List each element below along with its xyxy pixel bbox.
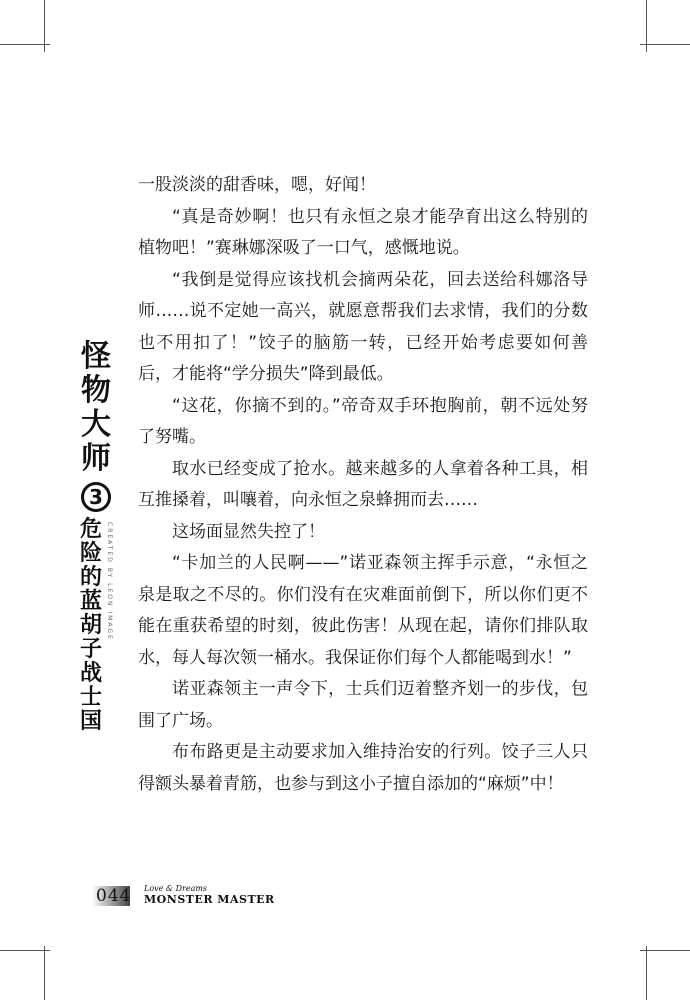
brand-tagline: Love & Dreams bbox=[144, 884, 208, 893]
volume-number: 3 bbox=[89, 485, 103, 509]
brand-logo bbox=[144, 884, 275, 906]
crop-mark-bottom-right-h bbox=[640, 950, 690, 951]
crop-mark-top-right-v bbox=[646, 0, 647, 52]
series-title: 怪物大师 bbox=[81, 339, 111, 476]
page-footer bbox=[92, 886, 492, 906]
crop-mark-bottom-left-h bbox=[0, 950, 50, 951]
paragraph: “我倒是觉得应该找机会摘两朵花，回去送给科娜洛导师……说不定她一高兴，就愿意帮我们去求情，我们的分数也不用扣了！”饺子的脑筋一转，已经开始考虑要如何善后，才能将“学分损失”降到最低。 bbox=[138, 269, 588, 384]
paragraph: 布布路更是主动要求加入维持治安的行列。饺子三人只得额头暴着青筋，也参与到这小子擅自添加的“麻烦”中！ bbox=[138, 742, 588, 794]
crop-mark-bottom-left-v bbox=[44, 946, 45, 1000]
created-by-credit: CREATED BY LEON IMAGE bbox=[106, 522, 113, 641]
volume-badge bbox=[81, 482, 111, 512]
crop-mark-bottom-right-v bbox=[646, 946, 647, 1000]
book-title: 危险的蓝胡子战士国 bbox=[79, 517, 102, 734]
paragraph: 一股淡淡的甜香味，嗯，好闻！ bbox=[138, 175, 376, 195]
page-number: 044 bbox=[96, 886, 132, 906]
paragraph: 这场面显然失控了！ bbox=[172, 521, 325, 542]
paragraph: “真是奇妙啊！也只有永恒之泉才能孕育出这么特别的植物吧！”赛琳娜深吸了一口气，感慨地说。 bbox=[138, 206, 588, 258]
body-text bbox=[138, 170, 588, 800]
paragraph: 取水已经变成了抢水。越来越多的人拿着各种工具，相互推搡着，叫嚷着，向永恒之泉蜂拥而去…… bbox=[138, 458, 588, 510]
subtitle-row bbox=[79, 518, 113, 734]
paragraph: “这花，你摘不到的。”帝奇双手环抱胸前，朝不远处努了努嘴。 bbox=[138, 395, 588, 447]
side-title bbox=[68, 340, 124, 734]
brand-name: MONSTER MASTER bbox=[144, 893, 275, 906]
crop-mark-top-left-v bbox=[44, 0, 45, 52]
paragraph: 诺亚森领主一声令下，士兵们迈着整齐划一的步伐，包围了广场。 bbox=[138, 679, 588, 731]
paragraph: “卡加兰的人民啊——”诺亚森领主挥手示意，“永恒之泉是取之不尽的。你们没有在灾难面前倒下，所以你们更不能在重获希望的时刻，彼此伤害！从现在起，请你们排队取水，每人每次领一桶水。我保证你们每个人都能喝到水！” bbox=[138, 553, 588, 668]
crop-mark-top-right-h bbox=[640, 44, 690, 45]
crop-mark-top-left-h bbox=[0, 44, 50, 45]
